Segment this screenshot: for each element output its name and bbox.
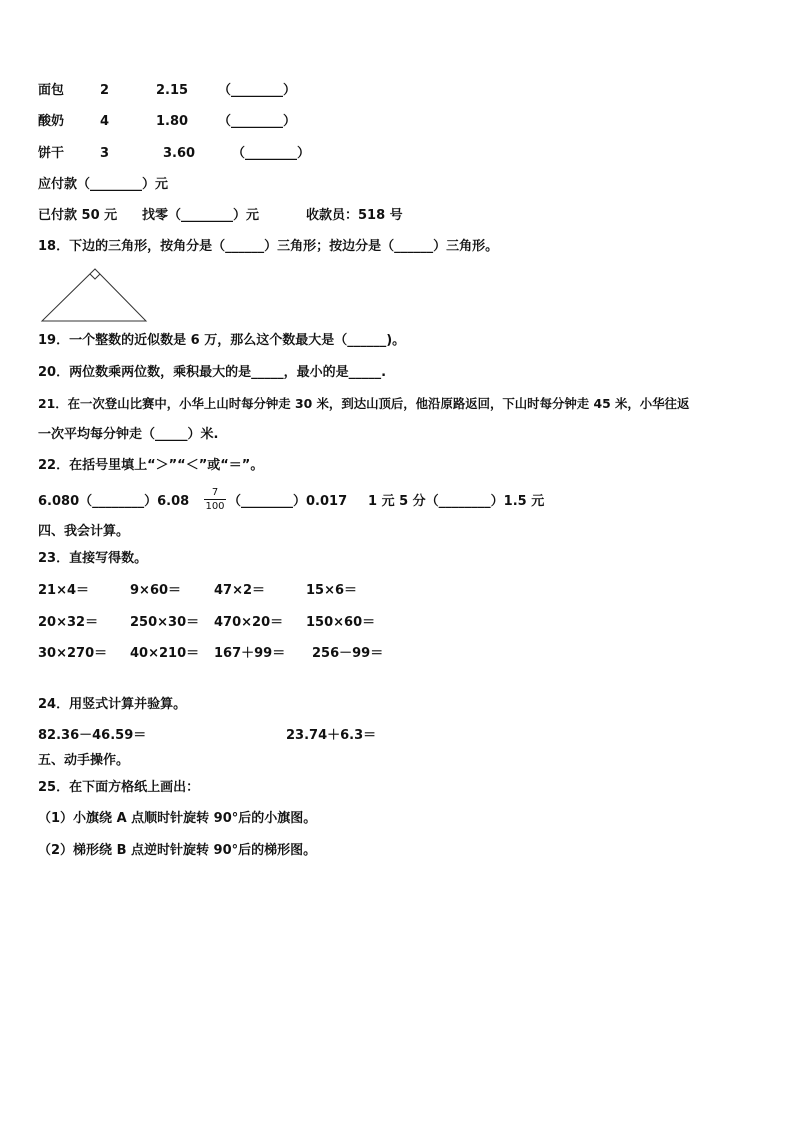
question-25-sub2: （2）梯形绕 B 点逆时针旋转 90°后的梯形图。 <box>38 843 317 858</box>
receipt-qty: 2 <box>100 83 110 98</box>
receipt-qty: 4 <box>100 114 110 129</box>
question-24-prompt: 24．用竖式计算并验算。 <box>38 697 187 712</box>
receipt-payable: 应付款（________）元 <box>38 177 169 192</box>
vertical-calc-item: 82.36－46.59＝ <box>38 728 147 743</box>
compare-item-2: （________）0.017 <box>228 494 348 509</box>
math-item: 250×30＝ <box>130 615 200 630</box>
fraction-numerator: 7 <box>204 487 226 500</box>
triangle-shape <box>42 269 146 321</box>
math-item: 150×60＝ <box>306 615 376 630</box>
question-22-prompt: 22．在括号里填上“＞”“＜”或“＝”。 <box>38 458 264 473</box>
question-18: 18．下边的三角形，按角分是（______）三角形；按边分是（______）三角形。 <box>38 239 499 254</box>
right-angle-mark <box>90 274 100 279</box>
section-4-heading: 四、我会计算。 <box>38 524 130 539</box>
question-20: 20．两位数乘两位数，乘积最大的是_____，最小的是_____. <box>38 365 387 380</box>
right-triangle-figure <box>40 266 152 324</box>
receipt-item: 饼干 <box>38 146 65 161</box>
fraction-denominator: 100 <box>205 501 225 512</box>
receipt-blank[interactable]: （________） <box>232 146 311 161</box>
question-21-line2: 一次平均每分钟走（_____）米. <box>38 427 219 442</box>
vertical-calc-item: 23.74＋6.3＝ <box>286 728 377 743</box>
question-19: 19．一个整数的近似数是 6 万，那么这个数最大是（______)。 <box>38 333 406 348</box>
receipt-cashier: 收款员：518 号 <box>306 208 403 223</box>
receipt-paid: 已付款 50 元 <box>38 208 118 223</box>
math-item: 30×270＝ <box>38 646 108 661</box>
receipt-change: 找零（________）元 <box>142 208 260 223</box>
receipt-item: 面包 <box>38 83 65 98</box>
section-5-heading: 五、动手操作。 <box>38 753 130 768</box>
receipt-price: 3.60 <box>163 146 196 161</box>
receipt-blank[interactable]: （________） <box>218 114 297 129</box>
question-25-sub1: （1）小旗绕 A 点顺时针旋转 90°后的小旗图。 <box>38 811 317 826</box>
math-item: 470×20＝ <box>214 615 284 630</box>
receipt-price: 1.80 <box>156 114 189 129</box>
fraction <box>204 487 226 512</box>
math-item: 21×4＝ <box>38 583 90 598</box>
math-item: 9×60＝ <box>130 583 182 598</box>
question-23-prompt: 23．直接写得数。 <box>38 551 148 566</box>
math-item: 40×210＝ <box>130 646 200 661</box>
math-item: 20×32＝ <box>38 615 99 630</box>
question-21-line1: 21．在一次登山比赛中，小华上山时每分钟走 30 米，到达山顶后，他沿原路返回，下山时每分钟走 45 米，小华往返 <box>38 396 690 411</box>
receipt-qty: 3 <box>100 146 110 161</box>
math-item: 15×6＝ <box>306 583 358 598</box>
receipt-item: 酸奶 <box>38 114 65 129</box>
math-item: 167＋99＝ <box>214 646 286 661</box>
receipt-blank[interactable]: （________） <box>218 83 297 98</box>
compare-item-3: 1 元 5 分（________）1.5 元 <box>368 494 545 509</box>
question-25-prompt: 25．在下面方格纸上画出： <box>38 780 200 795</box>
receipt-price: 2.15 <box>156 83 189 98</box>
math-item: 256－99＝ <box>312 646 384 661</box>
math-item: 47×2＝ <box>214 583 266 598</box>
compare-item-1: 6.080（________）6.08 <box>38 494 190 509</box>
